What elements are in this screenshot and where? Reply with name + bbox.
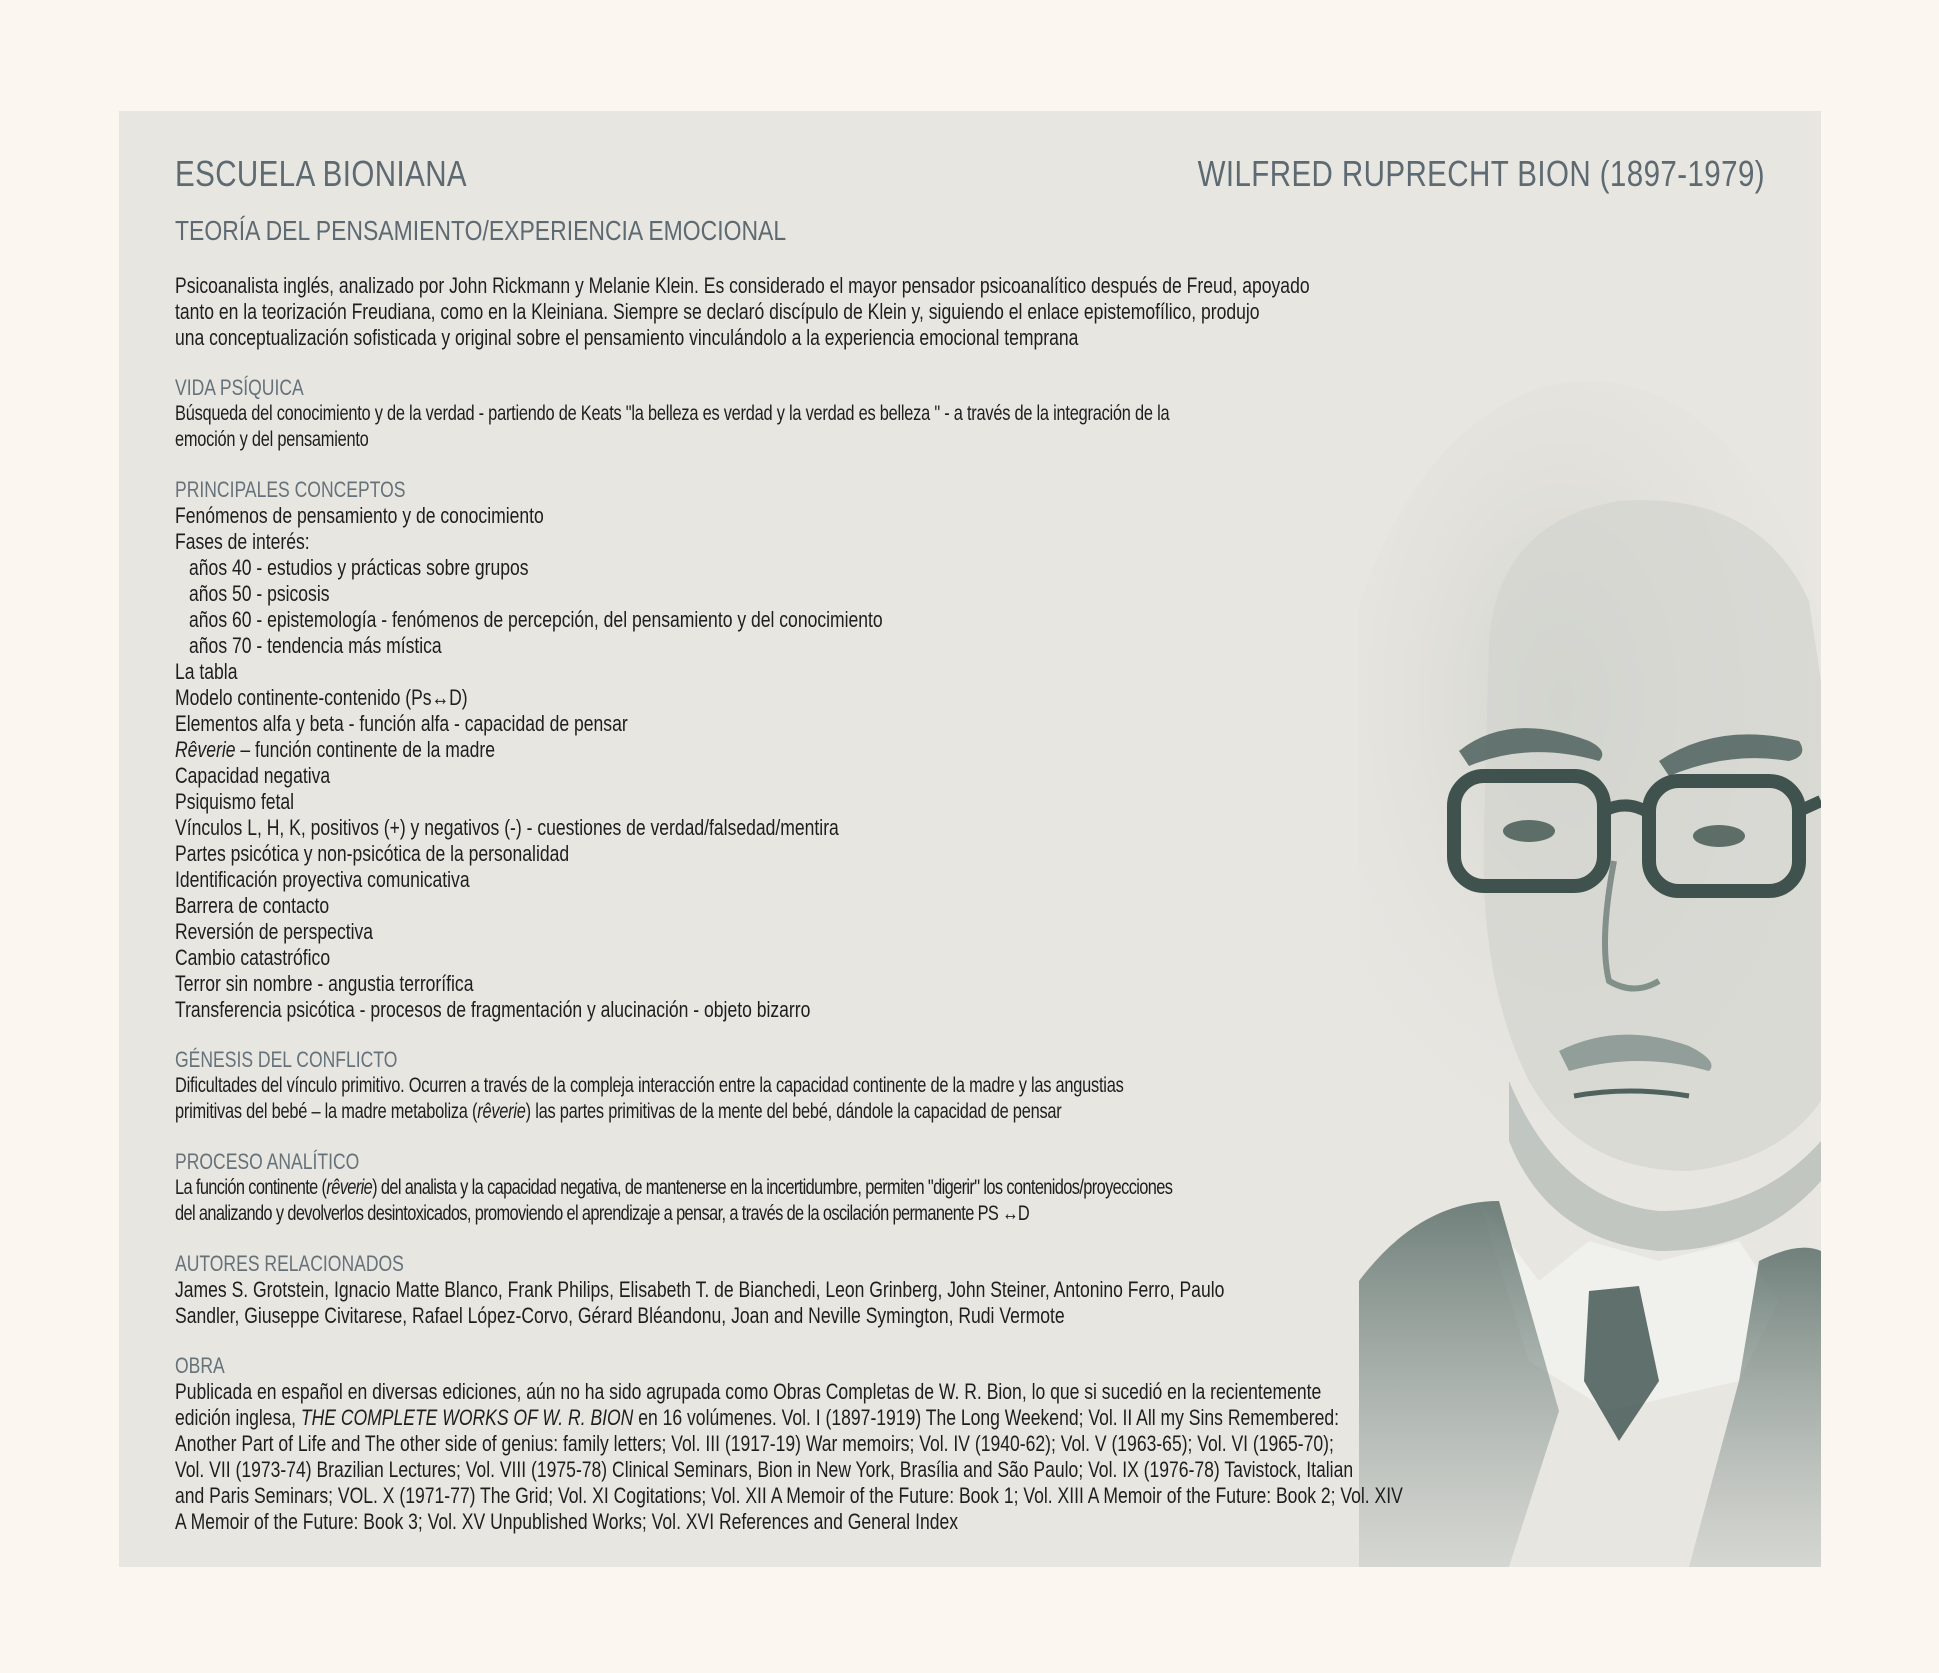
phase-item: años 60 - epistemología - fenómenos de percepción, del pensamiento y del conocimiento <box>189 607 883 632</box>
intro-line: tanto en la teorización Freudiana, como en la Kleiniana. Siempre se declaró discípulo de Klein y, siguiendo el enlace epistemofílico, produjo <box>175 299 1260 324</box>
phase-item: años 70 - tendencia más mística <box>189 633 442 658</box>
intro-line: Psicoanalista inglés, analizado por John Rickmann y Melanie Klein. Es considerado el mayor pensador psicoanalítico después de Freud, apoyado <box>175 273 1310 298</box>
concept-item: Transferencia psicótica - procesos de fragmentación y alucinación - objeto bizarro <box>175 997 811 1022</box>
section-autores-relacionados <box>175 1251 1403 1329</box>
concept-item: Psiquismo fetal <box>175 789 295 814</box>
section-heading: GÉNESIS DEL CONFLICTO <box>175 1047 398 1072</box>
section-text: en 16 volúmenes. Vol. I (1897-1919) The Long Weekend; Vol. II All my Sins Remembered: <box>633 1405 1340 1430</box>
concept-item: Terror sin nombre - angustia terrorífica <box>175 971 474 996</box>
section-line: Dificultades del vínculo primitivo. Ocurren a través de la compleja interacción entre la capacidad continente de la madre y las angustias <box>175 1074 1124 1097</box>
section-line <box>175 1175 1403 1201</box>
section-line: del analizando y devolverlos desintoxicados, promoviendo el aprendizaje a pensar, a través de la oscilación permanente PS ↔D <box>175 1202 1030 1225</box>
section-line: James S. Grotstein, Ignacio Matte Blanco, Frank Philips, Elisabeth T. de Bianchedi, Leon Grinberg, John Steiner, Antonino Ferro, Paulo <box>175 1277 1225 1302</box>
section-text: La función continente ( <box>175 1176 327 1199</box>
section-heading: OBRA <box>175 1353 225 1378</box>
section-line: and Paris Seminars; VOL. X (1971-77) The Grid; Vol. XI Cogitations; Vol. XII A Memoir of the Future: Book 1; Vol. XIII A Memoir of the Future: Book 2; Vol. XIV <box>175 1483 1403 1508</box>
section-line: Publicada en español en diversas ediciones, aún no ha sido agrupada como Obras Completas de W. R. Bion, lo que si sucedió en la recientemente <box>175 1379 1322 1404</box>
section-line <box>175 1099 1403 1125</box>
phase-item: años 50 - psicosis <box>189 581 330 606</box>
section-heading: AUTORES RELACIONADOS <box>175 1251 404 1276</box>
theory-subtitle: TEORÍA DEL PENSAMIENTO/EXPERIENCIA EMOCIONAL <box>175 215 787 246</box>
reverie-term: Rêverie <box>175 737 236 762</box>
info-panel <box>119 111 1821 1567</box>
section-heading: VIDA PSÍQUICA <box>175 375 304 400</box>
intro-line: una conceptualización sofisticada y original sobre el pensamiento vinculándolo a la experiencia emocional temprana <box>175 325 1079 350</box>
section-proceso-analitico <box>175 1149 1403 1227</box>
section-obra <box>175 1353 1403 1535</box>
concept-item: Fenómenos de pensamiento y de conocimiento <box>175 503 544 528</box>
section-line: Another Part of Life and The other side of genius: family letters; Vol. III (1917-19) War memoirs; Vol. IV (1940-62); Vol. V (1963-65); Vol. VI (1965-70); <box>175 1431 1334 1456</box>
section-text: primitivas del bebé – la madre metaboliza ( <box>175 1100 478 1123</box>
section-line <box>175 1405 1403 1431</box>
concept-item: Vínculos L, H, K, positivos (+) y negativos (-) - cuestiones de verdad/falsedad/mentira <box>175 815 839 840</box>
concept-item: Identificación proyectiva comunicativa <box>175 867 470 892</box>
concept-item-text: – función continente de la madre <box>235 737 496 762</box>
reverie-term: rêverie <box>326 1176 373 1199</box>
section-line: Búsqueda del conocimiento y de la verdad - partiendo de Keats "la belleza es verdad y la verdad es belleza " - a través de la integración de la <box>175 402 1170 425</box>
concept-item: Cambio catastrófico <box>175 945 331 970</box>
section-heading: PRINCIPALES CONCEPTOS <box>175 477 406 502</box>
main-content <box>175 273 1403 1535</box>
concept-item: Fases de interés: <box>175 529 310 554</box>
concept-item: Elementos alfa y beta - función alfa - capacidad de pensar <box>175 711 628 736</box>
section-heading: PROCESO ANALÍTICO <box>175 1149 360 1174</box>
concept-item: Modelo continente-contenido (Ps↔D) <box>175 685 468 710</box>
concept-item: Capacidad negativa <box>175 763 331 788</box>
concept-item: Barrera de contacto <box>175 893 330 918</box>
section-text: ) del analista y la capacidad negativa, de mantenerse en la incertidumbre, permiten "digerir" los contenidos/proyecciones <box>372 1176 1173 1199</box>
concept-item: La tabla <box>175 659 238 684</box>
section-line: emoción y del pensamiento <box>175 428 369 451</box>
section-genesis-conflicto <box>175 1047 1403 1125</box>
intro-paragraph <box>175 273 1403 351</box>
section-text: edición inglesa, <box>175 1405 301 1430</box>
section-line: Sandler, Giuseppe Civitarese, Rafael López-Corvo, Gérard Bléandonu, Joan and Neville Symington, Rudi Vermote <box>175 1303 1065 1328</box>
section-vida-psiquica <box>175 375 1403 453</box>
concept-item: Partes psicótica y non-psicótica de la personalidad <box>175 841 570 866</box>
concept-item: Reversión de perspectiva <box>175 919 374 944</box>
section-line: Vol. VII (1973-74) Brazilian Lectures; Vol. VIII (1975-78) Clinical Seminars, Bion in New York, Brasília and São Paulo; Vol. IX (1976-78) Tavistock, Italian <box>175 1457 1354 1482</box>
section-principales-conceptos <box>175 477 1403 1023</box>
portrait-photo <box>1359 381 1821 1567</box>
phase-item: años 40 - estudios y prácticas sobre grupos <box>189 555 529 580</box>
concept-item <box>175 737 1403 763</box>
section-line: A Memoir of the Future: Book 3; Vol. XV Unpublished Works; Vol. XVI References and General Index <box>175 1509 959 1534</box>
book-title: THE COMPLETE WORKS OF W. R. BION <box>300 1405 634 1430</box>
section-text: ) las partes primitivas de la mente del bebé, dándole la capacidad de pensar <box>525 1100 1062 1123</box>
person-title: WILFRED RUPRECHT BION (1897-1979) <box>1197 153 1765 194</box>
school-title: ESCUELA BIONIANA <box>175 153 468 194</box>
reverie-term: rêverie <box>477 1100 526 1123</box>
